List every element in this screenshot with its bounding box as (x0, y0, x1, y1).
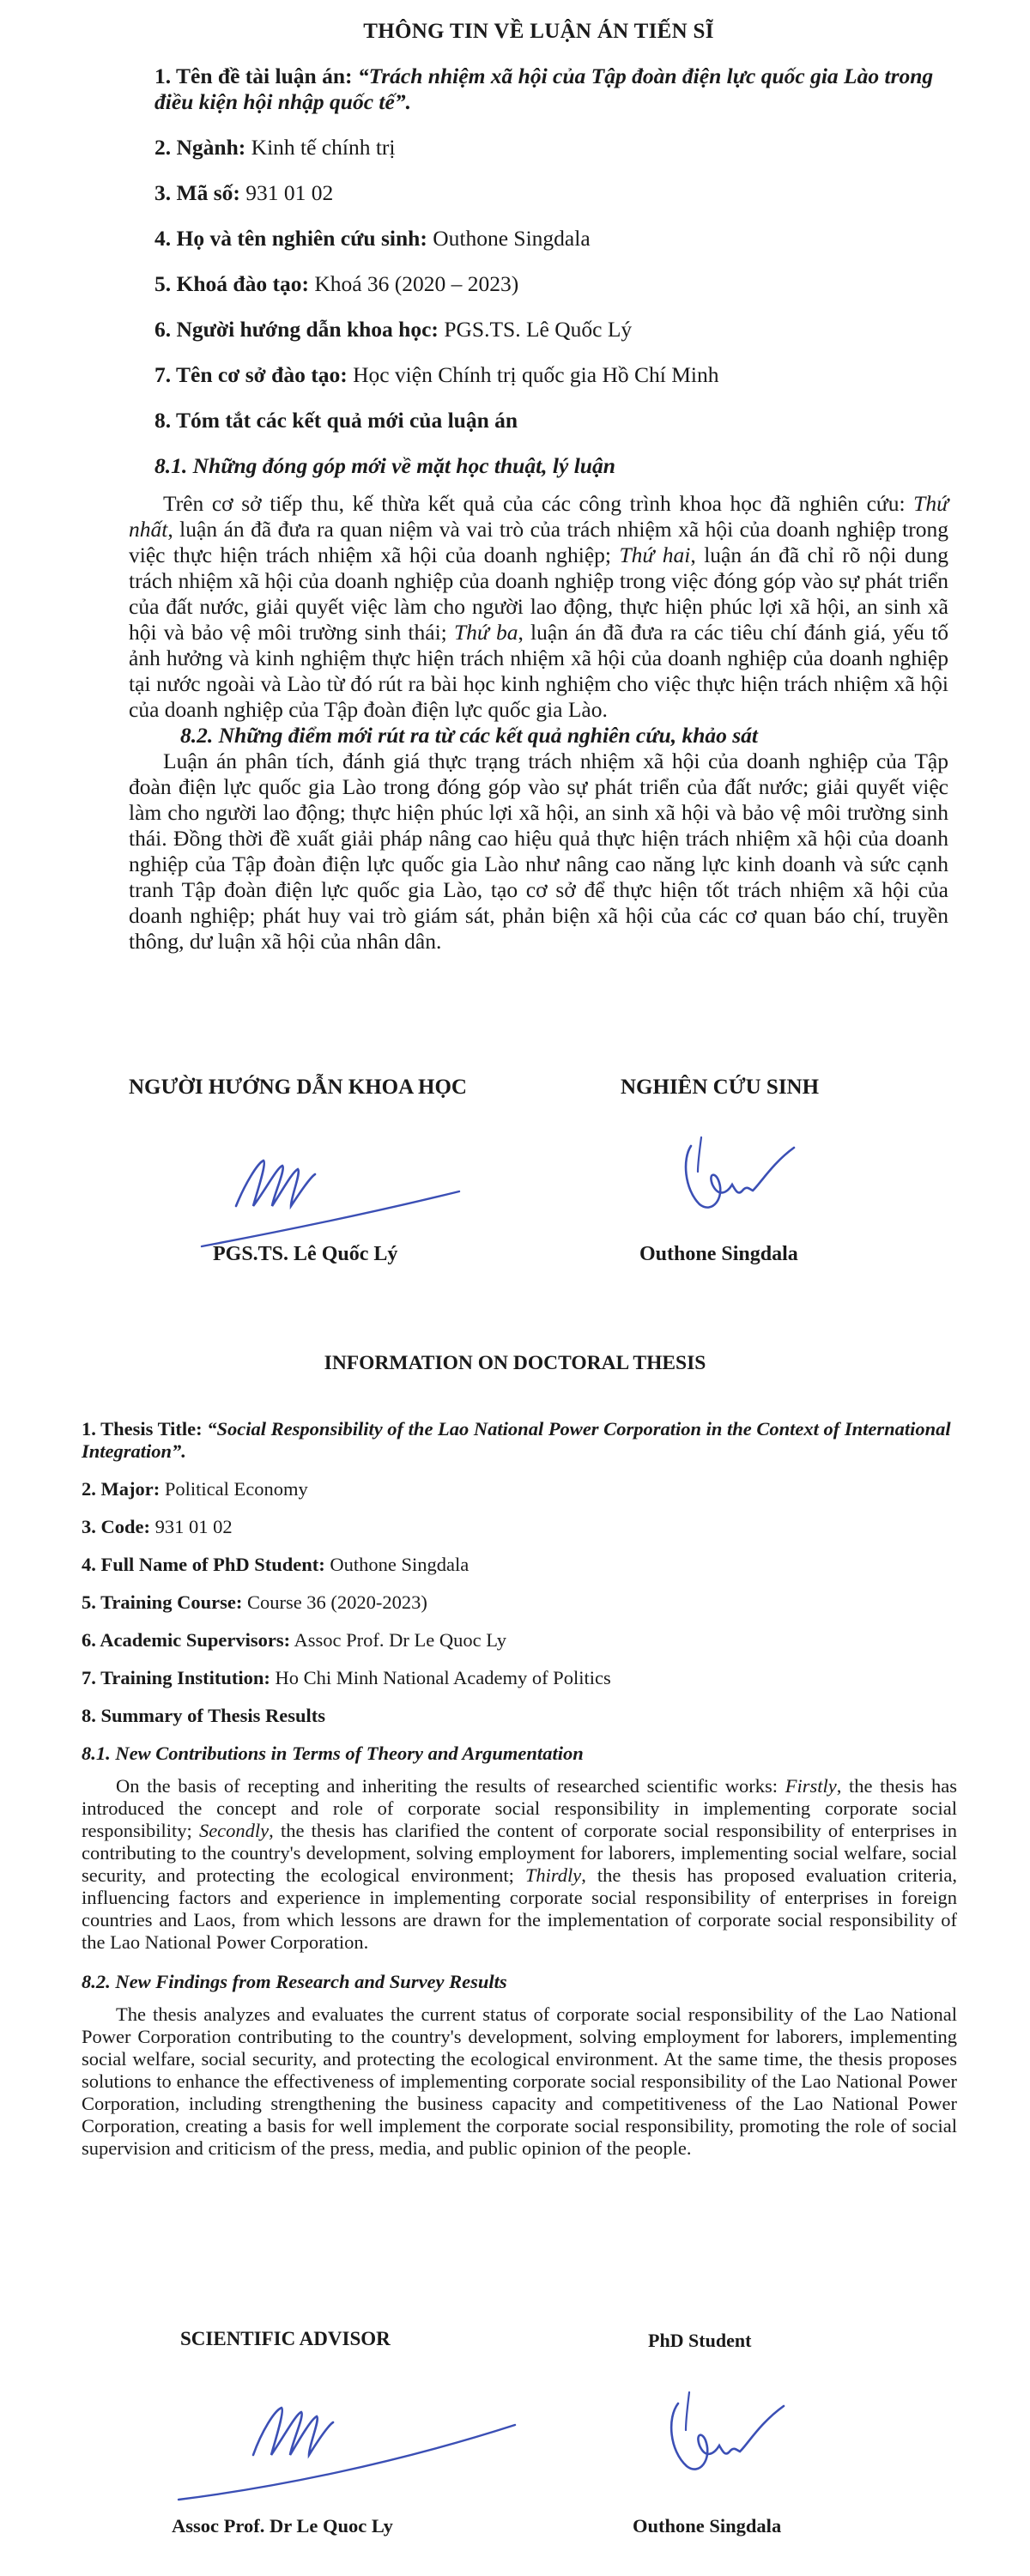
en-section (82, 1418, 957, 2177)
en-student-label: PhD Student (648, 2330, 752, 2351)
en-paragraph-findings: The thesis analyzes and evaluates the current status of corporate social responsibility of the Lao National Power Corporation contributing to the country's development, solving employment for laborers, implementing social welfare, social security, and protecting the ecological environment. At the same time, the thesis proposes solutions to enhance the effectiveness of implementing corporate social responsibility of the Lao National Power Corporation, including strengthening the business capacity and competitiveness of the Lao National Power Corporation, creating a basis for well implement the corporate social responsibility, promoting the role of social supervision and criticism of the press, media, and public opinion of the people. (82, 2003, 957, 2159)
en-item-summary: 8. Summary of Thesis Results (82, 1705, 325, 1726)
en-paragraph-contributions: On the basis of recepting and inheriting the results of researched scientific works: Firstly, the thesis has introduced the concept and role of corporate social responsibility in implementing corporate social responsibility; Secondly, the thesis has clarified the content of corporate social responsibility of enterprises in contributing to the country's development, solving employment for laborers, implementing social welfare, social security, and protecting the ecological environment; Thirdly, the thesis has proposed evaluation criteria, influencing factors and experience in implementing corporate social responsibility of enterprises in foreign countries and Laos, from which lessons are drawn for the implementation of corporate social responsibility of the Lao National Power Corporation. (82, 1775, 958, 1953)
vn-advisor-label: NGƯỜI HƯỚNG DẪN KHOA HỌC (129, 1076, 467, 1099)
en-subheading-contributions: 8.1. New Contributions in Terms of Theory and Argumentation (82, 1743, 584, 1764)
vn-section (129, 19, 948, 955)
en-subheading-findings: 8.2. New Findings from Research and Survey Results (82, 1971, 507, 1992)
en-item-institution: 7. Training Institution: Ho Chi Minh National Academy of Politics (82, 1667, 611, 1688)
vn-student-name: Outhone Singdala (639, 1243, 798, 1265)
en-item-thesis-title: 1. Thesis Title: “Social Responsibility of the Lao National Power Corporation in the Context of International Integration”. (82, 1418, 951, 1462)
en-advisor-signature (172, 2369, 532, 2506)
en-item-code: 3. Code: 931 01 02 (82, 1516, 233, 1537)
vn-item-course: 5. Khoá đào tạo: Khoá 36 (2020 – 2023) (154, 271, 519, 296)
vn-item-thesis-title: 1. Tên đề tài luận án: “Trách nhiệm xã hội của Tập đoàn điện lực quốc gia Lào trong điều kiện hội nhập quốc tế”. (154, 64, 934, 114)
vn-advisor-signature (185, 1124, 476, 1253)
vn-item-code: 3. Mã số: 931 01 02 (154, 180, 334, 205)
en-item-supervisor: 6. Academic Supervisors: Assoc Prof. Dr Le Quoc Ly (82, 1629, 506, 1651)
en-title: INFORMATION ON DOCTORAL THESIS (324, 1352, 706, 1374)
vn-item-student: 4. Họ và tên nghiên cứu sinh: Outhone Singdala (154, 226, 591, 251)
vn-paragraph-contributions: Trên cơ sở tiếp thu, kế thừa kết quả của các công trình khoa học đã nghiên cứu: Thứ nhất, luận án đã đưa ra quan niệm và vai trò của trách nhiệm xã hội của doanh nghiệp trong việc thực hiện trách nhiệm xã hội của doanh nghiệp; Thứ hai, luận án đã chỉ rõ nội dung trách nhiệm xã hội của doanh nghiệp của doanh nghiệp trong việc đóng góp vào sự phát triển của đất nước, giải quyết việc làm cho người lao động, thực hiện phúc lợi xã hội, an sinh xã hội và bảo vệ môi trường sinh thái; Thứ ba, luận án đã đưa ra các tiêu chí đánh giá, yếu tố ảnh hưởng và kinh nghiệm thực hiện trách nhiệm xã hội của doanh nghiệp của doanh nghiệp tại nước ngoài và Lào từ đó rút ra bài học kinh nghiệm cho việc thực hiện trách nhiệm xã hội của doanh nghiệp của Tập đoàn điện lực quốc gia Lào. (129, 491, 948, 722)
en-item-major: 2. Major: Political Economy (82, 1478, 308, 1500)
en-advisor-name: Assoc Prof. Dr Le Quoc Ly (172, 2515, 393, 2537)
vn-item-institution: 7. Tên cơ sở đào tạo: Học viện Chính trị quốc gia Hồ Chí Minh (154, 362, 719, 387)
en-student-name: Outhone Singdala (633, 2515, 782, 2537)
vn-advisor-name: PGS.TS. Lê Quốc Lý (213, 1243, 398, 1265)
vn-item-major: 2. Ngành: Kinh tế chính trị (154, 135, 396, 160)
vn-student-label: NGHIÊN CỨU SINH (621, 1076, 820, 1099)
en-item-course: 5. Training Course: Course 36 (2020-2023) (82, 1591, 427, 1613)
vn-item-summary: 8. Tóm tắt các kết quả mới của luận án (154, 408, 518, 433)
vn-subheading-contributions: 8.1. Những đóng góp mới về mặt học thuật, lý luận (154, 453, 615, 478)
vn-item-supervisor: 6. Người hướng dẫn khoa học: PGS.TS. Lê Quốc Lý (154, 317, 633, 342)
en-item-student: 4. Full Name of PhD Student: Outhone Singdala (82, 1554, 470, 1575)
vn-subheading-findings: 8.2. Những điểm mới rút ra từ các kết quả nghiên cứu, khảo sát (180, 723, 759, 748)
vn-paragraph-findings: Luận án phân tích, đánh giá thực trạng trách nhiệm xã hội của doanh nghiệp của Tập đoàn điện lực quốc gia Lào trong đóng góp vào sự phát triển của đất nước; giải quyết việc làm cho người lao động; thực hiện phúc lợi xã hội, an sinh xã hội và bảo vệ môi trường sinh thái. Đồng thời đề xuất giải pháp nâng cao hiệu quả thực hiện trách nhiệm xã hội của doanh nghiệp của Tập đoàn điện lực quốc gia Lào như nâng cao năng lực kinh doanh và sức cạnh tranh Tập đoàn điện lực quốc gia Lào, tạo cơ sở để thực hiện tốt trách nhiệm xã hội của doanh nghiệp; phát huy vai trò giám sát, phản biện xã hội của các cơ quan báo chí, truyền thông, dư luận xã hội của nhân dân. (129, 749, 948, 954)
en-student-signature (648, 2365, 803, 2494)
vn-student-signature (665, 1112, 820, 1232)
vn-title: THÔNG TIN VỀ LUẬN ÁN TIẾN SĨ (363, 20, 714, 43)
en-advisor-label: SCIENTIFIC ADVISOR (180, 2328, 391, 2349)
